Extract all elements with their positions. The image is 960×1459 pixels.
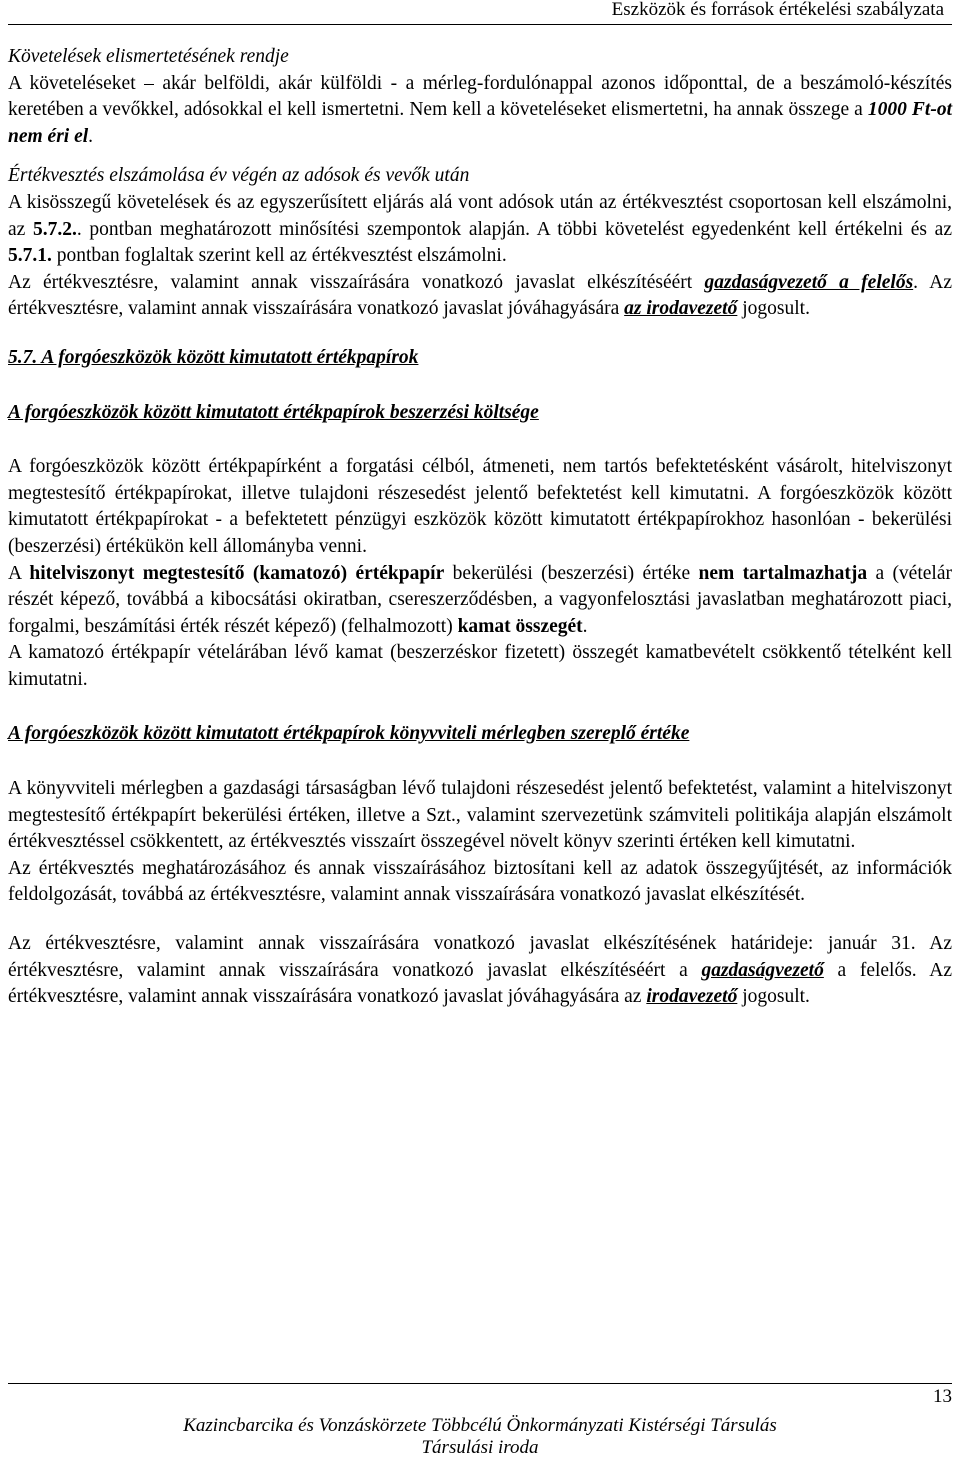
section-heading-ertekvesztes: Értékvesztés elszámolása év végén az adósok és vevők után xyxy=(8,165,470,187)
section-heading-koveteles: Követelések elismertetésének rendje xyxy=(8,46,289,67)
footer-line-1: Kazincbarcika és Vonzáskörzete Többcélú Önkormányzati Kistérségi Társulás xyxy=(183,1415,777,1436)
section-heading-57: 5.7. A forgóeszközök között kimutatott értékpapírok xyxy=(8,346,419,368)
paragraph-ertekvesztes-1: A kisösszegű követelések és az egyszerűsített eljárás alá vont adósok után az értékvesztést csoportosan kell elszámolni, az 5.7.2.. pontban meghatározott minősítési szempontok alapján. A többi követelést egyedenként kell értékelni és az 5.7.1. pontban foglaltak szerint kell az értékvesztést elszámolni. xyxy=(8,191,952,267)
paragraph-merleg-2: Az értékvesztés meghatározásához és annak visszaírásához biztosítani kell az adatok összegyűjtését, az információk feldolgozását, továbbá az értékvesztésre, valamint annak visszaírására vonatkozó javaslat elkészítését. xyxy=(8,857,952,906)
footer-organization xyxy=(0,1415,960,1459)
paragraph-merleg-1: A könyvviteli mérlegben a gazdasági társaságban lévő tulajdoni részesedést jelentő befektetést, valamint a hitelviszonyt megtestesítő értékpapírt bekerülési értéken, illetve a Szt., valamint szervezetünk számviteli politikája alapján elszámolt értékvesztéssel csökkentett, az értékvesztés visszaírt összegével növelt könyv szerinti értéken kell kimutatni. xyxy=(8,778,952,853)
document-title: Eszközök és források értékelési szabályzata xyxy=(611,0,944,20)
page-header xyxy=(8,0,952,25)
footer-divider xyxy=(8,1383,952,1384)
subheading-merleg-ertek: A forgóeszközök között kimutatott értékpapírok könyvviteli mérlegben szereplő értéke xyxy=(8,723,690,745)
page-number: 13 xyxy=(933,1386,952,1407)
paragraph-ertekvesztes-2: Az értékvesztésre, valamint annak visszaírására vonatkozó javaslat elkészítéséért gazdaságvezető a felelős. Az értékvesztésre, valamint annak visszaírására vonatkozó javaslat jóváhagyására az irodavezető jogosult. xyxy=(8,271,952,320)
paragraph-ertekpapirok-1: A forgóeszközök között értékpapírként a forgatási célból, átmeneti, nem tartós befektetésként vásárolt, hitelviszonyt megtestesítő értékpapírokat, illetve tulajdoni részesedést jelentő befektetést kell kimutatni. A forgóeszközök között kimutatott értékpapírokat - a befektetett pénzügyi eszközök között kimutatott értékpapírokhoz hasonlóan - bekerülési (beszerzési) értékükön kell állományba venni. xyxy=(8,456,952,557)
paragraph-koveteles: A követeléseket – akár belföldi, akár külföldi - a mérleg-fordulónappal azonos időponttal, de a beszámoló-készítés keretében a vevőkkel, adósokkal el kell ismertetni. Nem kell a követeléseket elismertetni, ha annak összege a 1000 Ft-ot nem éri el. xyxy=(8,72,952,147)
paragraph-ertekpapirok-3: A kamatozó értékpapír vételárában lévő kamat (beszerzéskor fizetett) összegét kamatbevételt csökkentő tételként kell kimutatni. xyxy=(8,642,952,690)
paragraph-merleg-3: Az értékvesztésre, valamint annak visszaírására vonatkozó javaslat elkészítésének határideje: január 31. Az értékvesztésre, valamint annak visszaírására vonatkozó javaslat elkészítéséért a gazdaságvezető a felelős. Az értékvesztésre, valamint annak visszaírására vonatkozó javaslat jóváhagyására az irodavezető jogosult. xyxy=(8,933,953,1008)
paragraph-ertekpapirok-2: A hitelviszonyt megtestesítő (kamatozó) értékpapír bekerülési (beszerzési) értéke nem tartalmazhatja a (vételár részét képező, továbbá a kibocsátási okiratban, csereszerződésben, a vagyonfelosztási javaslatban meghatározott piaci, forgalmi, beszámítási érték részét képező) (felhalmozott) kamat összegét. xyxy=(8,562,952,637)
document-body xyxy=(8,44,952,1011)
subheading-beszerzesi-koltseg: A forgóeszközök között kimutatott értékpapírok beszerzési költsége xyxy=(8,401,539,423)
footer-line-2: Társulási iroda xyxy=(421,1437,539,1458)
